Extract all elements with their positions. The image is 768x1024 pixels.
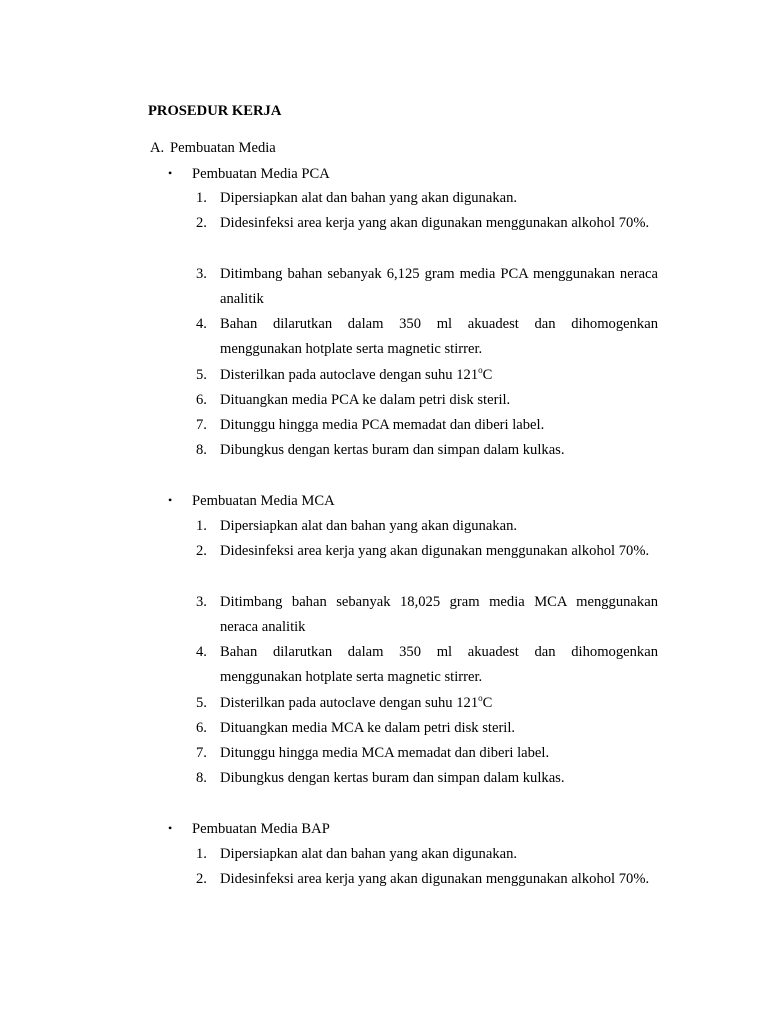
step-text: Dituangkan media MCA ke dalam petri disk steril. bbox=[220, 720, 516, 736]
list-item bbox=[196, 590, 658, 641]
step-text: Bahan dilarutkan dalam 350 ml akuadest dan dihomogenkan menggunakan hotplate serta magnetic stirrer. bbox=[220, 316, 658, 358]
step-number: 2. bbox=[196, 215, 207, 231]
list-item bbox=[196, 262, 658, 313]
group-heading-pca bbox=[168, 162, 330, 185]
step-text bbox=[220, 363, 658, 388]
step-number: 5. bbox=[196, 695, 207, 711]
section-label: Pembuatan Media bbox=[170, 140, 276, 156]
step-text-main: Disterilkan pada autoclave dengan suhu 121 bbox=[220, 367, 479, 383]
page-title: PROSEDUR KERJA bbox=[148, 103, 282, 119]
step-text: Dipersiapkan alat dan bahan yang akan digunakan. bbox=[220, 846, 518, 862]
step-number: 7. bbox=[196, 745, 207, 761]
step-number: 1. bbox=[196, 518, 207, 534]
step-number: 6. bbox=[196, 720, 207, 736]
step-number: 1. bbox=[196, 846, 207, 862]
list-item bbox=[196, 842, 658, 867]
step-number: 5. bbox=[196, 367, 207, 383]
degree-superscript: o bbox=[478, 365, 483, 375]
group-heading-label: Pembuatan Media MCA bbox=[192, 493, 335, 509]
step-number: 8. bbox=[196, 442, 207, 458]
bullet-icon: • bbox=[168, 821, 173, 835]
step-number: 3. bbox=[196, 266, 207, 282]
list-item bbox=[196, 211, 658, 236]
step-text-main: Disterilkan pada autoclave dengan suhu 121 bbox=[220, 695, 479, 711]
step-text: Dipersiapkan alat dan bahan yang akan digunakan. bbox=[220, 190, 518, 206]
list-item bbox=[196, 640, 658, 691]
step-text: Dibungkus dengan kertas buram dan simpan dalam kulkas. bbox=[220, 442, 565, 458]
step-text: Didesinfeksi area kerja yang akan digunakan menggunakan alkohol 70%. bbox=[220, 543, 650, 559]
step-number: 7. bbox=[196, 417, 207, 433]
list-item bbox=[196, 438, 658, 463]
step-text: Ditunggu hingga media MCA memadat dan diberi label. bbox=[220, 745, 550, 761]
step-text: Ditimbang bahan sebanyak 18,025 gram media MCA menggunakan neraca analitik bbox=[220, 594, 658, 636]
group-heading-label: Pembuatan Media PCA bbox=[192, 166, 330, 182]
list-item bbox=[196, 691, 658, 716]
step-text-unit: C bbox=[482, 367, 493, 383]
step-text bbox=[220, 691, 658, 716]
step-number: 8. bbox=[196, 770, 207, 786]
step-text: Ditimbang bahan sebanyak 6,125 gram media PCA menggunakan neraca analitik bbox=[220, 266, 658, 308]
step-number: 4. bbox=[196, 644, 207, 660]
list-item bbox=[196, 413, 658, 438]
step-text: Didesinfeksi area kerja yang akan digunakan menggunakan alkohol 70%. bbox=[220, 871, 650, 887]
section-heading bbox=[150, 137, 276, 159]
step-text: Dipersiapkan alat dan bahan yang akan digunakan. bbox=[220, 518, 518, 534]
list-item bbox=[196, 514, 658, 539]
step-number: 3. bbox=[196, 594, 207, 610]
step-number: 4. bbox=[196, 316, 207, 332]
list-item bbox=[196, 186, 658, 211]
bullet-icon: • bbox=[168, 166, 173, 180]
step-text: Bahan dilarutkan dalam 350 ml akuadest dan dihomogenkan menggunakan hotplate serta magnetic stirrer. bbox=[220, 644, 658, 686]
step-text-unit: C bbox=[482, 695, 493, 711]
list-item bbox=[196, 766, 658, 791]
step-number: 1. bbox=[196, 190, 207, 206]
section-letter: A. bbox=[150, 140, 165, 156]
group-heading-mca bbox=[168, 489, 335, 512]
list-item bbox=[196, 539, 658, 564]
list-item bbox=[196, 741, 658, 766]
step-number: 2. bbox=[196, 543, 207, 559]
step-number: 6. bbox=[196, 392, 207, 408]
list-item bbox=[196, 867, 658, 892]
bullet-icon: • bbox=[168, 493, 173, 507]
list-item bbox=[196, 312, 658, 363]
step-number: 2. bbox=[196, 871, 207, 887]
step-text: Didesinfeksi area kerja yang akan digunakan menggunakan alkohol 70%. bbox=[220, 215, 650, 231]
step-text: Dituangkan media PCA ke dalam petri disk steril. bbox=[220, 392, 511, 408]
group-heading-label: Pembuatan Media BAP bbox=[192, 821, 330, 837]
step-text: Ditunggu hingga media PCA memadat dan diberi label. bbox=[220, 417, 545, 433]
list-item bbox=[196, 388, 658, 413]
group-heading-bap bbox=[168, 817, 330, 840]
step-text: Dibungkus dengan kertas buram dan simpan dalam kulkas. bbox=[220, 770, 565, 786]
list-item bbox=[196, 363, 658, 388]
degree-superscript: o bbox=[478, 693, 483, 703]
list-item bbox=[196, 716, 658, 741]
